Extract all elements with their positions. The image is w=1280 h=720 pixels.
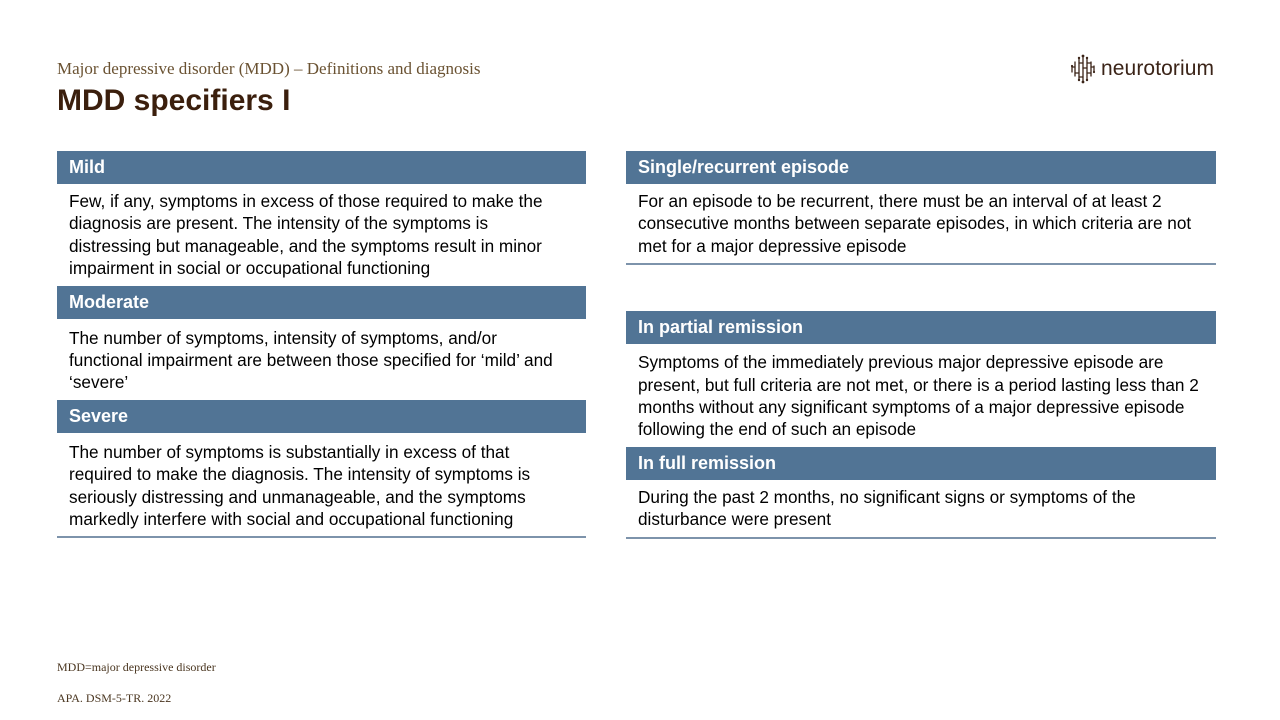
card-heading: In full remission [626,447,1216,480]
specifier-card-partial-remission [626,311,1216,447]
left-specifier-column [57,151,586,538]
card-heading: Moderate [57,286,586,319]
card-heading: Severe [57,400,586,433]
card-description: Few, if any, symptoms in excess of those required to make the diagnosis are present. The intensity of the symptoms is distressing but manageable, and the symptoms result in minor impairment in social or occupational functioning [69,191,543,279]
card-description: The number of symptoms, intensity of symptoms, and/or functional impairment are between those specified for ‘mild’ and ‘severe’ [69,327,553,393]
card-description: Symptoms of the immediately previous major depressive episode are present, but full criteria are not met, or there is a period lasting less than 2 months without any significant symptoms of a major depressive episode following the end of such an episode [638,352,1199,440]
page-title: MDD specifiers I [57,84,291,117]
specifier-card-mild [57,151,586,286]
right-specifier-column [626,151,1216,539]
specifier-card-full-remission [626,447,1216,539]
specifier-card-severe [57,400,586,539]
specifier-card-moderate [57,286,586,400]
section-subtitle: Major depressive disorder (MDD) – Definitions and diagnosis [57,59,481,78]
card-heading: Mild [57,151,586,184]
specifier-card-single-recurrent [626,151,1216,265]
neurotorium-logo [1070,53,1214,85]
logo-wordmark: neurotorium [1101,57,1215,80]
card-description: The number of symptoms is substantially in excess of that required to make the diagnosis. The intensity of symptoms is seriously distressing and unmanageable, and the symptoms markedly interfere with social and occupational functioning [57,433,586,539]
reference-footnote: APA. DSM-5-TR. 2022 [57,691,172,705]
card-heading: Single/recurrent episode [626,151,1216,184]
card-description: During the past 2 months, no significant signs or symptoms of the disturbance were present [626,480,1216,539]
column-gap [626,265,1216,311]
brain-tree-icon [1070,53,1096,85]
abbreviation-footnote: MDD=major depressive disorder [57,660,216,674]
card-heading: In partial remission [626,311,1216,344]
card-description: For an episode to be recurrent, there must be an interval of at least 2 consecutive months between separate episodes, in which criteria are not met for a major depressive episode [626,184,1216,265]
